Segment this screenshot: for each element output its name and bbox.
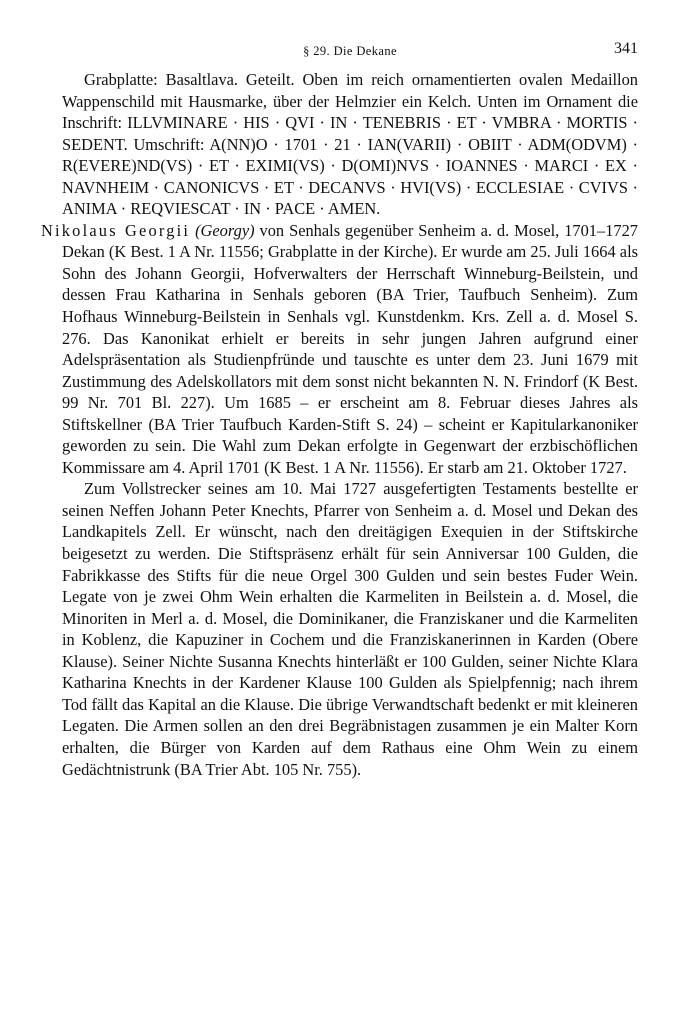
- paragraph-testament: Zum Vollstrecker seines am 10. Mai 1727 ausgefertigten Testaments bestellte er seinen Neffen Johann Peter Knechts, Pfarrer von Senheim a. d. Mosel und Dekan des Landkapitels Zell. Er wünscht, nach den dreitägigen Exequien in der Stiftskirche beigesetzt zu werden. Die Stiftspräsenz erhält für sein Anniversar 100 Gulden, die Fabrikkasse des Stifts für die neue Orgel 300 Gulden und sein bestes Fuder Wein. Legate von je zwei Ohm Wein erhalten die Karmeliten in Beilstein a. d. Mosel, die Minoriten in Merl a. d. Mosel, die Dominikaner, die Franziskaner und die Karmeliten in Koblenz, die Kapuziner in Cochem und die Franziskanerinnen in Karden (Obere Klause). Seiner Nichte Susanna Knechts hinterläßt er 100 Gulden, seiner Nichte Klara Katharina Knechts in der Kardener Klause 100 Gulden als Spielpfennig; nach ihrem Tod fällt das Kapital an die Klause. Die übrige Verwandtschaft bedenkt er mit kleineren Legaten. Die Armen sollen an den drei Begräbnistagen zusammen je ein Malter Korn erhalten, die Bürger von Karden auf dem Rathaus eine Ohm Wein zu einem Gedächtnistrunk (BA Trier Abt. 105 Nr. 755).: [62, 479, 638, 779]
- entry-name-variant: (Georgy): [195, 220, 255, 240]
- paragraph-entry: [41, 220, 638, 479]
- section-title: § 29. Die Dekane: [303, 44, 397, 58]
- page-number: 341: [614, 40, 638, 57]
- entry-text: von Senhals gegenüber Senheim a. d. Mosel, 1701–1727 Dekan (K Best. 1 A Nr. 11556; Grabplatte in der Kirche). Er wurde am 25. Juli 1664 als Sohn des Johann Georgii, Hofverwalters der Herrschaft Winneburg-Beilstein, und dessen Frau Katharina in Senhals geboren (BA Trier, Taufbuch Senheim). Zum Hofhaus Winneburg-Beilstein in Senhals vgl. Kunstdenkm. Krs. Zell a. d. Mosel S. 276. Das Kanonikat erhielt er bereits in sehr jungen Jahren aufgrund einer Adelspräsentation als Studienpfründe und tauschte es unter dem 23. Juni 1679 mit Zustimmung des Adelskollators mit dem sonst nicht bekannten N. N. Frindorf (K Best. 99 Nr. 701 Bl. 227). Um 1685 – er erscheint am 8. Februar dieses Jahres als Stiftskellner (BA Trier Taufbuch Karden-Stift S. 24) – scheint er Kapitularkanoniker geworden zu sein. Die Wahl zum Dekan erfolgte in Gegenwart der erzbischöflichen Kommissare am 4. April 1701 (K Best. 1 A Nr. 11556). Er starb am 21. Oktober 1727.: [62, 220, 638, 477]
- paragraph-grabplatte: Grabplatte: Basaltlava. Geteilt. Oben im reich ornamentierten ovalen Medaillon Wappenschild mit Hausmarke, über der Helmzier ein Kelch. Unten im Ornament die Inschrift: ILLVMINARE · HIS · QVI · IN · TENEBRIS · ET · VMBRA · MORTIS · SEDENT. Umschrift: A(NN)O · 1701 · 21 · IAN(VARII) · OBIIT · ADM(ODVM) · R(EVERE)ND(VS) · ET · EXIMI(VS) · D(OMI)NVS · IOANNES · MARCI · EX · NAVNHEIM · CANONICVS · ET · DECANVS · HVI(VS) · ECCLESIAE · CVIVS · ANIMA · REQVIESCAT · IN · PACE · AMEN.: [62, 70, 638, 219]
- body-text: [41, 69, 638, 780]
- entry-nikolaus-georgii: [41, 220, 638, 780]
- running-head: [62, 40, 638, 64]
- entry-name: Nikolaus Georgii: [41, 220, 191, 240]
